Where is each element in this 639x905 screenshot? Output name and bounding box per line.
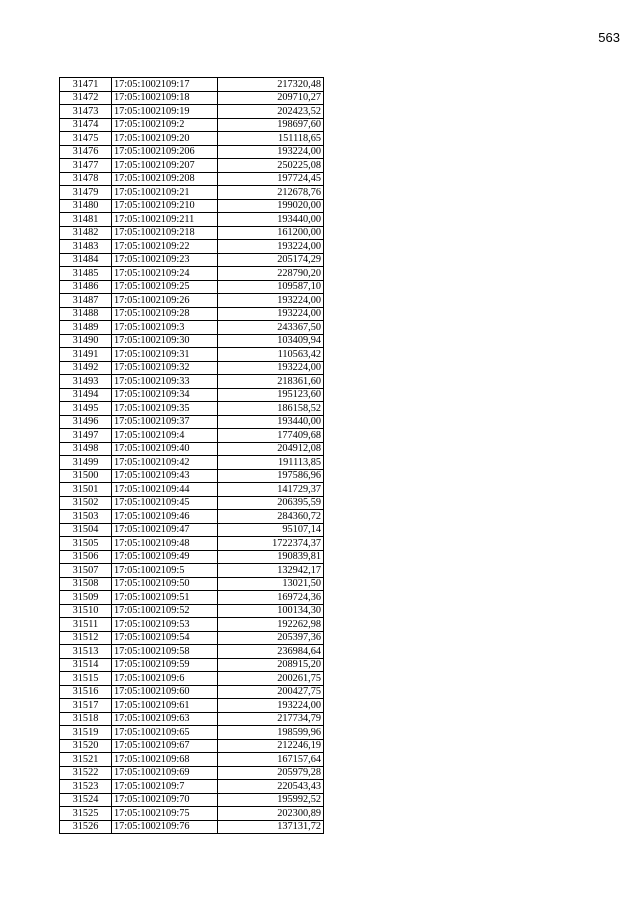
row-number-cell: 31518 xyxy=(60,712,112,726)
table-row xyxy=(60,388,324,402)
amount-cell: 169724,36 xyxy=(218,591,324,605)
row-number-cell: 31472 xyxy=(60,91,112,105)
table-row xyxy=(60,307,324,321)
amount-cell: 199020,00 xyxy=(218,199,324,213)
table-row xyxy=(60,658,324,672)
cadastral-number-cell: 17:05:1002109:69 xyxy=(112,766,218,780)
row-number-cell: 31475 xyxy=(60,132,112,146)
amount-cell: 100134,30 xyxy=(218,604,324,618)
table-row xyxy=(60,685,324,699)
table-row xyxy=(60,645,324,659)
table-row xyxy=(60,159,324,173)
amount-cell: 193224,00 xyxy=(218,307,324,321)
row-number-cell: 31479 xyxy=(60,186,112,200)
row-number-cell: 31503 xyxy=(60,510,112,524)
cadastral-number-cell: 17:05:1002109:30 xyxy=(112,334,218,348)
table-row xyxy=(60,91,324,105)
row-number-cell: 31514 xyxy=(60,658,112,672)
amount-cell: 236984,64 xyxy=(218,645,324,659)
amount-cell: 195992,52 xyxy=(218,793,324,807)
amount-cell: 198599,96 xyxy=(218,726,324,740)
row-number-cell: 31482 xyxy=(60,226,112,240)
cadastral-number-cell: 17:05:1002109:206 xyxy=(112,145,218,159)
table-row xyxy=(60,726,324,740)
table-row xyxy=(60,267,324,281)
row-number-cell: 31521 xyxy=(60,753,112,767)
cadastral-number-cell: 17:05:1002109:44 xyxy=(112,483,218,497)
table-row xyxy=(60,375,324,389)
amount-cell: 195123,60 xyxy=(218,388,324,402)
row-number-cell: 31523 xyxy=(60,780,112,794)
row-number-cell: 31501 xyxy=(60,483,112,497)
row-number-cell: 31495 xyxy=(60,402,112,416)
table-row xyxy=(60,78,324,92)
table-row xyxy=(60,118,324,132)
amount-cell: 208915,20 xyxy=(218,658,324,672)
table-row xyxy=(60,186,324,200)
cadastral-number-cell: 17:05:1002109:4 xyxy=(112,429,218,443)
table-row xyxy=(60,753,324,767)
amount-cell: 217320,48 xyxy=(218,78,324,92)
amount-cell: 197724,45 xyxy=(218,172,324,186)
row-number-cell: 31483 xyxy=(60,240,112,254)
table-body xyxy=(60,78,324,834)
cadastral-number-cell: 17:05:1002109:75 xyxy=(112,807,218,821)
amount-cell: 190839,81 xyxy=(218,550,324,564)
row-number-cell: 31508 xyxy=(60,577,112,591)
cadastral-number-cell: 17:05:1002109:49 xyxy=(112,550,218,564)
amount-cell: 193224,00 xyxy=(218,699,324,713)
cadastral-number-cell: 17:05:1002109:61 xyxy=(112,699,218,713)
row-number-cell: 31504 xyxy=(60,523,112,537)
amount-cell: 205397,36 xyxy=(218,631,324,645)
cadastral-number-cell: 17:05:1002109:54 xyxy=(112,631,218,645)
amount-cell: 212678,76 xyxy=(218,186,324,200)
cadastral-number-cell: 17:05:1002109:46 xyxy=(112,510,218,524)
table-row xyxy=(60,672,324,686)
cadastral-number-cell: 17:05:1002109:33 xyxy=(112,375,218,389)
row-number-cell: 31486 xyxy=(60,280,112,294)
amount-cell: 198697,60 xyxy=(218,118,324,132)
amount-cell: 186158,52 xyxy=(218,402,324,416)
row-number-cell: 31473 xyxy=(60,105,112,119)
row-number-cell: 31506 xyxy=(60,550,112,564)
row-number-cell: 31476 xyxy=(60,145,112,159)
row-number-cell: 31478 xyxy=(60,172,112,186)
row-number-cell: 31487 xyxy=(60,294,112,308)
cadastral-number-cell: 17:05:1002109:26 xyxy=(112,294,218,308)
row-number-cell: 31519 xyxy=(60,726,112,740)
row-number-cell: 31524 xyxy=(60,793,112,807)
amount-cell: 218361,60 xyxy=(218,375,324,389)
row-number-cell: 31485 xyxy=(60,267,112,281)
cadastral-number-cell: 17:05:1002109:47 xyxy=(112,523,218,537)
amount-cell: 209710,27 xyxy=(218,91,324,105)
amount-cell: 206395,59 xyxy=(218,496,324,510)
amount-cell: 193224,00 xyxy=(218,240,324,254)
cadastral-number-cell: 17:05:1002109:51 xyxy=(112,591,218,605)
table-row xyxy=(60,739,324,753)
cadastral-number-cell: 17:05:1002109:31 xyxy=(112,348,218,362)
row-number-cell: 31520 xyxy=(60,739,112,753)
amount-cell: 197586,96 xyxy=(218,469,324,483)
row-number-cell: 31492 xyxy=(60,361,112,375)
cadastral-number-cell: 17:05:1002109:34 xyxy=(112,388,218,402)
cadastral-number-cell: 17:05:1002109:68 xyxy=(112,753,218,767)
cadastral-number-cell: 17:05:1002109:65 xyxy=(112,726,218,740)
table-row xyxy=(60,766,324,780)
cadastral-number-cell: 17:05:1002109:76 xyxy=(112,820,218,834)
row-number-cell: 31490 xyxy=(60,334,112,348)
table-row xyxy=(60,469,324,483)
row-number-cell: 31480 xyxy=(60,199,112,213)
table-row xyxy=(60,780,324,794)
row-number-cell: 31497 xyxy=(60,429,112,443)
amount-cell: 13021,50 xyxy=(218,577,324,591)
amount-cell: 193224,00 xyxy=(218,361,324,375)
row-number-cell: 31502 xyxy=(60,496,112,510)
amount-cell: 110563,42 xyxy=(218,348,324,362)
amount-cell: 228790,20 xyxy=(218,267,324,281)
amount-cell: 250225,08 xyxy=(218,159,324,173)
amount-cell: 103409,94 xyxy=(218,334,324,348)
cadastral-number-cell: 17:05:1002109:59 xyxy=(112,658,218,672)
amount-cell: 284360,72 xyxy=(218,510,324,524)
cadastral-number-cell: 17:05:1002109:6 xyxy=(112,672,218,686)
row-number-cell: 31510 xyxy=(60,604,112,618)
cadastral-number-cell: 17:05:1002109:25 xyxy=(112,280,218,294)
data-table xyxy=(59,77,324,834)
cadastral-number-cell: 17:05:1002109:50 xyxy=(112,577,218,591)
table-row xyxy=(60,132,324,146)
table-row xyxy=(60,334,324,348)
amount-cell: 161200,00 xyxy=(218,226,324,240)
row-number-cell: 31498 xyxy=(60,442,112,456)
row-number-cell: 31522 xyxy=(60,766,112,780)
row-number-cell: 31494 xyxy=(60,388,112,402)
cadastral-number-cell: 17:05:1002109:32 xyxy=(112,361,218,375)
table-row xyxy=(60,550,324,564)
table-row xyxy=(60,820,324,834)
table-row xyxy=(60,510,324,524)
amount-cell: 204912,08 xyxy=(218,442,324,456)
cadastral-number-cell: 17:05:1002109:37 xyxy=(112,415,218,429)
table-row xyxy=(60,172,324,186)
cadastral-number-cell: 17:05:1002109:28 xyxy=(112,307,218,321)
row-number-cell: 31511 xyxy=(60,618,112,632)
table-row xyxy=(60,699,324,713)
cadastral-number-cell: 17:05:1002109:67 xyxy=(112,739,218,753)
cadastral-number-cell: 17:05:1002109:19 xyxy=(112,105,218,119)
row-number-cell: 31499 xyxy=(60,456,112,470)
row-number-cell: 31526 xyxy=(60,820,112,834)
amount-cell: 217734,79 xyxy=(218,712,324,726)
table-row xyxy=(60,280,324,294)
cadastral-number-cell: 17:05:1002109:43 xyxy=(112,469,218,483)
cadastral-number-cell: 17:05:1002109:7 xyxy=(112,780,218,794)
amount-cell: 200427,75 xyxy=(218,685,324,699)
amount-cell: 151118,65 xyxy=(218,132,324,146)
amount-cell: 193440,00 xyxy=(218,415,324,429)
amount-cell: 109587,10 xyxy=(218,280,324,294)
cadastral-number-cell: 17:05:1002109:207 xyxy=(112,159,218,173)
cadastral-number-cell: 17:05:1002109:52 xyxy=(112,604,218,618)
table-row xyxy=(60,591,324,605)
row-number-cell: 31496 xyxy=(60,415,112,429)
cadastral-number-cell: 17:05:1002109:24 xyxy=(112,267,218,281)
table-row xyxy=(60,712,324,726)
cadastral-number-cell: 17:05:1002109:23 xyxy=(112,253,218,267)
table-row xyxy=(60,577,324,591)
amount-cell: 95107,14 xyxy=(218,523,324,537)
table-row xyxy=(60,604,324,618)
row-number-cell: 31500 xyxy=(60,469,112,483)
cadastral-number-cell: 17:05:1002109:22 xyxy=(112,240,218,254)
table-row xyxy=(60,253,324,267)
row-number-cell: 31471 xyxy=(60,78,112,92)
amount-cell: 212246,19 xyxy=(218,739,324,753)
table-row xyxy=(60,415,324,429)
table-row xyxy=(60,523,324,537)
table-row xyxy=(60,348,324,362)
cadastral-number-cell: 17:05:1002109:21 xyxy=(112,186,218,200)
amount-cell: 200261,75 xyxy=(218,672,324,686)
row-number-cell: 31505 xyxy=(60,537,112,551)
amount-cell: 192262,98 xyxy=(218,618,324,632)
table-row xyxy=(60,226,324,240)
cadastral-number-cell: 17:05:1002109:53 xyxy=(112,618,218,632)
table-row xyxy=(60,456,324,470)
amount-cell: 202423,52 xyxy=(218,105,324,119)
page-number: 563 xyxy=(598,30,620,45)
cadastral-number-cell: 17:05:1002109:63 xyxy=(112,712,218,726)
row-number-cell: 31513 xyxy=(60,645,112,659)
amount-cell: 193224,00 xyxy=(218,294,324,308)
row-number-cell: 31517 xyxy=(60,699,112,713)
cadastral-number-cell: 17:05:1002109:40 xyxy=(112,442,218,456)
cadastral-number-cell: 17:05:1002109:48 xyxy=(112,537,218,551)
row-number-cell: 31516 xyxy=(60,685,112,699)
row-number-cell: 31489 xyxy=(60,321,112,335)
table-row xyxy=(60,807,324,821)
table-row xyxy=(60,105,324,119)
table-row xyxy=(60,793,324,807)
amount-cell: 243367,50 xyxy=(218,321,324,335)
row-number-cell: 31488 xyxy=(60,307,112,321)
row-number-cell: 31474 xyxy=(60,118,112,132)
cadastral-number-cell: 17:05:1002109:210 xyxy=(112,199,218,213)
row-number-cell: 31484 xyxy=(60,253,112,267)
table-row xyxy=(60,361,324,375)
row-number-cell: 31493 xyxy=(60,375,112,389)
cadastral-number-cell: 17:05:1002109:20 xyxy=(112,132,218,146)
table-row xyxy=(60,483,324,497)
amount-cell: 132942,17 xyxy=(218,564,324,578)
row-number-cell: 31509 xyxy=(60,591,112,605)
cadastral-number-cell: 17:05:1002109:58 xyxy=(112,645,218,659)
table-row xyxy=(60,145,324,159)
table-row xyxy=(60,213,324,227)
cadastral-number-cell: 17:05:1002109:35 xyxy=(112,402,218,416)
cadastral-number-cell: 17:05:1002109:18 xyxy=(112,91,218,105)
amount-cell: 193440,00 xyxy=(218,213,324,227)
row-number-cell: 31525 xyxy=(60,807,112,821)
cadastral-number-cell: 17:05:1002109:5 xyxy=(112,564,218,578)
table-row xyxy=(60,429,324,443)
cadastral-number-cell: 17:05:1002109:211 xyxy=(112,213,218,227)
table-row xyxy=(60,537,324,551)
amount-cell: 177409,68 xyxy=(218,429,324,443)
row-number-cell: 31515 xyxy=(60,672,112,686)
cadastral-number-cell: 17:05:1002109:60 xyxy=(112,685,218,699)
amount-cell: 205979,28 xyxy=(218,766,324,780)
table-row xyxy=(60,199,324,213)
table-row xyxy=(60,294,324,308)
row-number-cell: 31491 xyxy=(60,348,112,362)
cadastral-number-cell: 17:05:1002109:17 xyxy=(112,78,218,92)
table-row xyxy=(60,618,324,632)
table-row xyxy=(60,402,324,416)
amount-cell: 137131,72 xyxy=(218,820,324,834)
amount-cell: 202300,89 xyxy=(218,807,324,821)
table-row xyxy=(60,321,324,335)
table-row xyxy=(60,496,324,510)
table-row xyxy=(60,631,324,645)
cadastral-number-cell: 17:05:1002109:45 xyxy=(112,496,218,510)
amount-cell: 1722374,37 xyxy=(218,537,324,551)
table-row xyxy=(60,240,324,254)
row-number-cell: 31477 xyxy=(60,159,112,173)
amount-cell: 220543,43 xyxy=(218,780,324,794)
amount-cell: 191113,85 xyxy=(218,456,324,470)
row-number-cell: 31512 xyxy=(60,631,112,645)
table-row xyxy=(60,564,324,578)
table-row xyxy=(60,442,324,456)
cadastral-number-cell: 17:05:1002109:70 xyxy=(112,793,218,807)
cadastral-number-cell: 17:05:1002109:2 xyxy=(112,118,218,132)
amount-cell: 167157,64 xyxy=(218,753,324,767)
amount-cell: 193224,00 xyxy=(218,145,324,159)
cadastral-number-cell: 17:05:1002109:208 xyxy=(112,172,218,186)
cadastral-number-cell: 17:05:1002109:218 xyxy=(112,226,218,240)
cadastral-number-cell: 17:05:1002109:42 xyxy=(112,456,218,470)
row-number-cell: 31481 xyxy=(60,213,112,227)
cadastral-number-cell: 17:05:1002109:3 xyxy=(112,321,218,335)
row-number-cell: 31507 xyxy=(60,564,112,578)
amount-cell: 205174,29 xyxy=(218,253,324,267)
amount-cell: 141729,37 xyxy=(218,483,324,497)
